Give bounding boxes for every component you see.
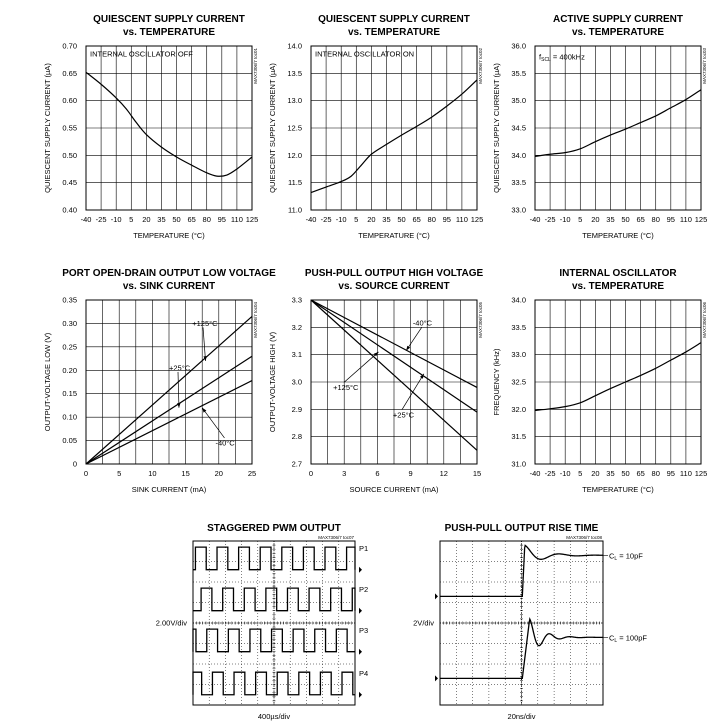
y-tick-label: 32.5 — [511, 377, 526, 387]
annotation-label: INTERNAL OSCILLATOR OFF — [90, 49, 193, 59]
x-tick-label: 125 — [470, 215, 484, 224]
chart-7 — [156, 523, 368, 721]
x-axis-label: SOURCE CURRENT (mA) — [349, 485, 439, 494]
x-tick-label: 25 — [247, 469, 257, 478]
x-tick-label: 3 — [342, 469, 347, 478]
chart-3 — [492, 14, 707, 240]
x-axis-label: TEMPERATURE (°C) — [582, 485, 654, 494]
chart-title-line: vs. TEMPERATURE — [571, 281, 665, 292]
y-tick-label: 0.05 — [62, 436, 77, 446]
x-tick-label: 80 — [202, 215, 211, 224]
y-tick-label: 34.5 — [511, 123, 526, 133]
x-tick-label: 20 — [367, 215, 376, 224]
x-tick-label: 125 — [694, 469, 708, 478]
y-tick-label: 0.50 — [62, 150, 77, 160]
chart-title-line: vs. TEMPERATURE — [571, 27, 665, 38]
y-tick-label: 0.60 — [62, 96, 77, 106]
chart-title-line: vs. TEMPERATURE — [347, 27, 441, 38]
annotation-arrowhead — [406, 346, 410, 351]
x-tick-label: 65 — [636, 215, 645, 224]
figure-code: MAX7306/7 toc04 — [253, 302, 258, 338]
x-tick-label: -10 — [335, 215, 347, 224]
trace-label: $C_L = 100pF$ — [609, 633, 648, 644]
x-tick-label: -40 — [529, 215, 541, 224]
x-tick-label: 50 — [397, 215, 406, 224]
x-tick-label: 20 — [214, 469, 223, 478]
channel-label: P2 — [359, 585, 369, 595]
channel-marker — [359, 649, 362, 655]
y-tick-label: 11.5 — [287, 178, 302, 188]
annotation-label: -40°C — [412, 318, 433, 328]
x-tick-label: 110 — [679, 215, 692, 224]
annotation-label: +125°C — [333, 382, 359, 392]
x-tick-label: 110 — [455, 215, 468, 224]
x-tick-label: -10 — [559, 215, 571, 224]
x-tick-label: 125 — [245, 215, 259, 224]
x-tick-label: 35 — [382, 215, 391, 224]
x-tick-label: 9 — [408, 469, 413, 478]
y-tick-label: 33.0 — [511, 350, 526, 360]
x-tick-label: 110 — [679, 469, 692, 478]
chart-5 — [268, 268, 483, 494]
chart-title-line: QUIESCENT SUPPLY CURRENT — [318, 14, 470, 25]
y-axis-label: OUTPUT-VOLTAGE LOW (V) — [43, 332, 52, 432]
x-tick-label: -25 — [544, 469, 556, 478]
y-tick-label: 11.0 — [287, 205, 302, 215]
y-axis-label: QUIESCENT SUPPLY CURRENT (µA) — [268, 63, 277, 193]
x-tick-label: 15 — [472, 469, 482, 478]
x-tick-label: 95 — [666, 215, 675, 224]
x-tick-label: 110 — [230, 215, 243, 224]
x-tick-label: 0 — [83, 469, 89, 478]
x-tick-label: 65 — [187, 215, 196, 224]
x-tick-label: 10 — [148, 469, 157, 478]
y-tick-label: 0.15 — [62, 389, 77, 399]
annotation-label: +25°C — [392, 410, 415, 420]
chart-title-line: PORT OPEN-DRAIN OUTPUT LOW VOLTAGE — [62, 268, 276, 279]
x-tick-label: 20 — [591, 215, 600, 224]
trace-marker — [435, 593, 438, 599]
vertical-scale-label: 2.00V/div — [155, 618, 187, 628]
y-tick-label: 0.35 — [62, 295, 77, 305]
x-tick-label: 6 — [375, 469, 380, 478]
y-tick-label: 0.10 — [62, 412, 77, 422]
x-axis-label: TEMPERATURE (°C) — [582, 231, 654, 240]
channel-marker — [359, 567, 362, 573]
chart-4 — [43, 268, 276, 494]
y-tick-label: 33.0 — [511, 205, 526, 215]
y-tick-label: 13.0 — [287, 96, 302, 106]
series-line-1 — [535, 343, 701, 411]
y-tick-label: 12.0 — [287, 150, 302, 160]
x-tick-label: -10 — [559, 469, 571, 478]
y-tick-label: 0.30 — [62, 318, 77, 328]
annotation-label: +25°C — [169, 363, 191, 373]
chart-title-line: vs. SOURCE CURRENT — [338, 281, 450, 292]
figure-code: MAX7306/7 toc05 — [478, 302, 483, 338]
x-tick-label: -10 — [110, 215, 122, 224]
y-tick-label: 32.0 — [511, 404, 526, 414]
annotation-arrowhead — [202, 408, 206, 413]
x-axis-label: SINK CURRENT (mA) — [131, 485, 207, 494]
y-axis-label: QUIESCENT SUPPLY CURRENT (µA) — [492, 63, 501, 193]
x-tick-label: 0 — [308, 469, 314, 478]
y-tick-label: 2.9 — [291, 404, 302, 414]
y-tick-label: 0.40 — [62, 205, 77, 215]
series-line-1 — [311, 80, 477, 193]
series-line-1 — [535, 90, 701, 157]
x-tick-label: 12 — [439, 469, 448, 478]
y-tick-label: 33.5 — [511, 178, 526, 188]
chart-1 — [43, 14, 258, 240]
annotation-leader — [344, 352, 379, 383]
y-tick-label: 13.5 — [287, 68, 302, 78]
y-axis-label: QUIESCENT SUPPLY CURRENT (µA) — [43, 63, 52, 193]
y-tick-label: 0 — [72, 459, 77, 469]
annotation-label: +125°C — [192, 318, 218, 328]
y-tick-label: 0.25 — [62, 342, 77, 352]
x-tick-label: 5 — [578, 215, 583, 224]
y-tick-label: 33.5 — [511, 322, 526, 332]
annotation-leader — [178, 372, 179, 408]
y-tick-label: 34.0 — [511, 150, 526, 160]
vertical-scale-label: 2V/div — [413, 618, 434, 628]
x-tick-label: 95 — [442, 215, 451, 224]
chart-title-line: vs. TEMPERATURE — [122, 27, 216, 38]
horizontal-scale-label: 400µs/div — [257, 712, 291, 721]
x-tick-label: 95 — [666, 469, 675, 478]
y-tick-label: 0.55 — [62, 123, 77, 133]
annotation-leader — [203, 327, 205, 360]
chart-2 — [268, 14, 483, 240]
y-tick-label: 3.2 — [291, 322, 302, 332]
x-tick-label: 15 — [181, 469, 190, 478]
x-axis-label: TEMPERATURE (°C) — [358, 231, 430, 240]
chart-title: PUSH-PULL OUTPUT RISE TIME — [444, 523, 599, 534]
x-tick-label: 35 — [606, 469, 615, 478]
x-tick-label: 5 — [117, 469, 122, 478]
x-axis-label: TEMPERATURE (°C) — [133, 231, 205, 240]
channel-label: P4 — [359, 669, 369, 679]
y-tick-label: 0.20 — [62, 365, 77, 375]
x-tick-label: 80 — [427, 215, 436, 224]
figure-code: MAX7306/7 toc08 — [566, 535, 602, 540]
y-tick-label: 2.8 — [291, 432, 302, 442]
y-tick-label: 3.1 — [291, 350, 302, 360]
y-tick-label: 3.3 — [291, 295, 302, 305]
x-tick-label: 20 — [142, 215, 151, 224]
x-tick-label: -40 — [529, 469, 541, 478]
chart-8 — [413, 523, 647, 721]
x-tick-label: 50 — [621, 215, 630, 224]
figure-code: MAX7306/7 toc02 — [478, 48, 483, 84]
y-tick-label: 35.5 — [511, 68, 526, 78]
channel-marker — [359, 692, 362, 698]
y-tick-label: 2.7 — [291, 459, 302, 469]
y-tick-label: 31.0 — [511, 459, 526, 469]
x-tick-label: -25 — [320, 215, 332, 224]
trace-label: $C_L = 10pF$ — [609, 551, 643, 562]
x-tick-label: -25 — [544, 215, 556, 224]
x-tick-label: 80 — [651, 469, 660, 478]
y-tick-label: 0.70 — [62, 41, 77, 51]
x-tick-label: 80 — [651, 215, 660, 224]
chart-title-line: QUIESCENT SUPPLY CURRENT — [93, 14, 245, 25]
x-tick-label: 95 — [217, 215, 226, 224]
annotation-label: $f_{SCL} = 400kHz$ — [539, 52, 585, 63]
annotation-leader — [402, 374, 424, 410]
y-tick-label: 3.0 — [291, 377, 302, 387]
x-tick-label: 5 — [578, 469, 583, 478]
y-tick-label: 12.5 — [287, 123, 302, 133]
channel-label: P1 — [359, 544, 369, 554]
figure-code: MAX7306/7 toc01 — [253, 48, 258, 84]
chart-title-line: vs. SINK CURRENT — [122, 281, 216, 292]
annotation-arrowhead — [177, 403, 180, 408]
annotation-leader — [202, 408, 224, 438]
x-tick-label: 35 — [157, 215, 166, 224]
chart-title-line: ACTIVE SUPPLY CURRENT — [552, 14, 684, 25]
x-tick-label: 5 — [129, 215, 134, 224]
y-tick-label: 36.0 — [511, 41, 526, 51]
x-tick-label: -40 — [80, 215, 92, 224]
x-tick-label: 65 — [412, 215, 421, 224]
y-tick-label: 34.0 — [511, 295, 526, 305]
chart-title: STAGGERED PWM OUTPUT — [207, 523, 341, 534]
y-tick-label: 31.5 — [511, 432, 526, 442]
x-tick-label: 35 — [606, 215, 615, 224]
y-tick-label: 14.0 — [287, 41, 302, 51]
x-tick-label: 125 — [694, 215, 708, 224]
chart-title-line: PUSH-PULL OUTPUT HIGH VOLTAGE — [304, 268, 484, 279]
chart-6 — [492, 268, 707, 494]
channel-label: P3 — [359, 626, 369, 636]
chart-title-line: INTERNAL OSCILLATOR — [559, 268, 677, 279]
x-tick-label: 50 — [172, 215, 181, 224]
x-tick-label: 65 — [636, 469, 645, 478]
y-tick-label: 0.45 — [62, 178, 77, 188]
x-tick-label: 20 — [591, 469, 600, 478]
y-axis-label: OUTPUT-VOLTAGE HIGH (V) — [268, 331, 277, 433]
y-tick-label: 35.0 — [511, 96, 526, 106]
x-tick-label: -40 — [305, 215, 317, 224]
x-tick-label: -25 — [95, 215, 107, 224]
annotation-label: -40°C — [215, 438, 235, 448]
x-tick-label: 5 — [354, 215, 359, 224]
figure-code: MAX7306/7 toc03 — [702, 48, 707, 84]
channel-marker — [359, 608, 362, 614]
y-tick-label: 0.65 — [62, 68, 77, 78]
figure-code: MAX7306/7 toc06 — [702, 302, 707, 338]
trace-marker — [435, 675, 438, 681]
annotation-label: INTERNAL OSCILLATOR ON — [315, 49, 415, 59]
y-axis-label: FREQUENCY (kHz) — [492, 348, 501, 416]
figure-code: MAX7306/7 toc07 — [318, 535, 354, 540]
horizontal-scale-label: 20ns/div — [507, 712, 536, 721]
x-tick-label: 50 — [621, 469, 630, 478]
series-line-1 — [86, 72, 252, 176]
